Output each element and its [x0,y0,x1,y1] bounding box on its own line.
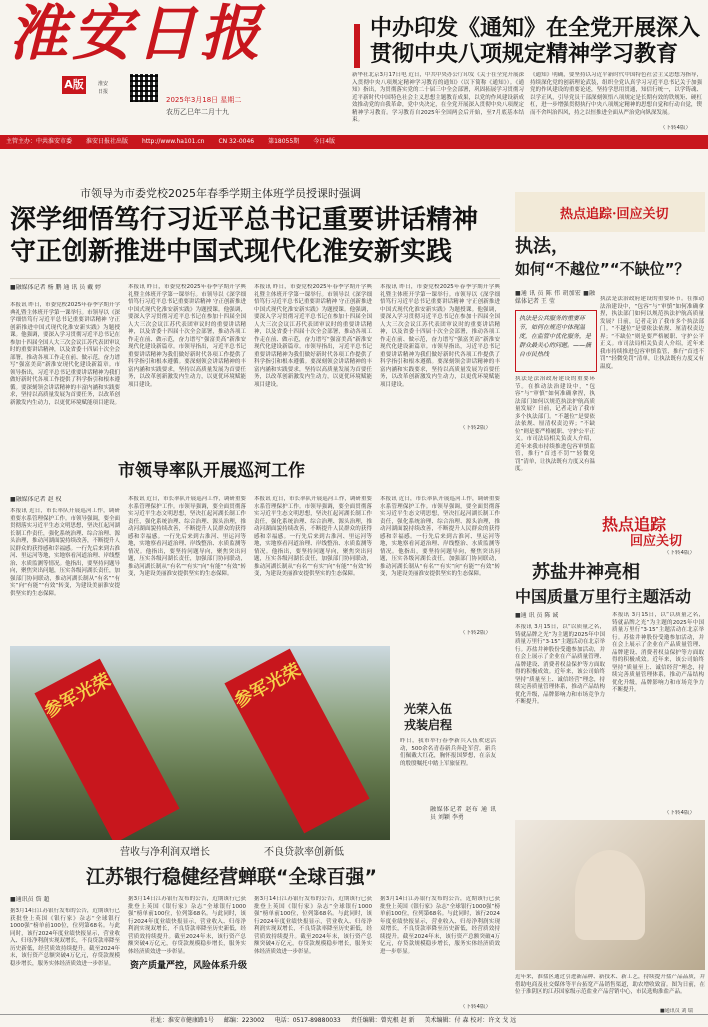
column-body-col1: 执法是法治政府建设的重要环节。在推动法治建设中，“包容”与“审慎”如何准确拿捏，执法部门如何以规范执法护航高质量发展？日前，记者走访了我市多个执法部门。“不越位”是要依法依规、厘清权责边界；“不缺位”则是要严格履职、守护公平正义。市司法局相关负责人介绍，近年来我市持续推进包容审慎监管，推行“首违不罚”“轻微免罚”清单，让执法既有力度又有温度。 [515,376,595,472]
photo-sash-2: 参军光荣 [224,649,369,834]
patrol-body-col1: 本报讯 近日，市长率队开展巡河工作，调研重要水系管理保护工作。市领导强调，要全面贯彻落实习近平生态文明思想，坚决扛起河湖长制工作责任，强化系统治理、综合治理、源头治理，推动河湖面貌持续改善，不断提升人民群众的获得感和幸福感。一行先后来到古淮河、里运河等地，实地察看河道治理、岸线整治、水质监测等情况。他指出，要坚持问题导向，聚焦突出问题，压实各级河湖长责任，加强部门协同联动，推动河湖长制从“有名”“有实”向“有能”“有效”转变，为建设美丽淮安提供坚实的生态保障。 [10,508,120,597]
edition-badge: A版 [62,76,86,94]
recruits-photo [10,646,390,840]
brand-photo-caption: 近年来，淮盐区通过引进新品种、新技术、新工艺，持续提升盐产品品质，并借助电商及社交媒体等平台拓宽产品销售渠道，助农增收致富。图为日前，在位于淮阴区的江苏国家级示范盐业产品营销中心，市民选购淮盐产品。 [515,974,705,995]
patrol-byline: ■融媒体记者 赵 权 [10,496,62,503]
patrol-title: 市领导率队开展巡河工作 [118,461,305,481]
brand-title-2: 中国质量万里行主题活动 [515,587,692,606]
lead-title-1: 中办印发《通知》在全党开展深入 [370,16,701,41]
photo-credit: 融媒体记者 赵布 通 讯 员 刘颖 李勇 [430,806,496,821]
strip-pages: 今日4版 [313,138,336,145]
bank-kicker-1: 营收与净利润双增长 [120,847,210,858]
strip-issn: CN 32-0046 [218,138,255,145]
brand-byline: ■通 讯 员 陈 诚 [515,612,559,619]
lead-accent-bar [354,24,360,68]
patrol-body-col2: 本报讯 近日，市长率队开展巡河工作，调研重要水系管理保护工作。市领导强调，要全面贯彻落实习近平生态文明思想，坚决扛起河湖长制工作责任，强化系统治理、综合治理、源头治理，推动河湖面貌持续改善，不断提升人民群众的获得感和幸福感。一行先后来到古淮河、里运河等地，实地察看河道治理、岸线整治、水质监测等情况。他指出，要坚持问题导向，聚焦突出问题，压实各级河湖长责任，加强部门协同联动，推动河湖长制从“有名”“有实”向“有能”“有效”转变，为建设美丽淮安提供坚实的生态保障。 [128,496,246,577]
lunar-date: 农历乙巳年二月十九 [166,108,229,116]
patrol-body-col4: 本报讯 近日，市长率队开展巡河工作，调研重要水系管理保护工作。市领导强调，要全面贯彻落实习近平生态文明思想，坚决扛起河湖长制工作责任，强化系统治理、综合治理、源头治理，推动河湖面貌持续改善，不断提升人民群众的获得感和幸福感。一行先后来到古淮河、里运河等地，实地察看河道治理、岸线整治、水质监测等情况。他指出，要坚持问题导向，聚焦突出问题，压实各级河湖长责任，加强部门协同联动，推动河湖长制从“有名”“有实”向“有能”“有效”转变，为建设美丽淮安提供坚实的生态保障。 [380,496,500,577]
main-body-col4: 本报讯 昨日，市委党校2025年春季学期开学典礼暨主体班开学第一课举行。市领导以《深学细悟笃行习近平总书记重要讲话精神 守正创新推进中国式现代化淮安新实践》为题授课。他强调，要深入学习贯彻习近平总书记在参加十四届全国人大三次会议江苏代表团审议时的重要讲话精神，以及省委十四届十次全会部署，推动各项工作走在前、做示范，奋力谱写“强富美高”新淮安现代化建设新篇章。市领导指出，习近平总书记重要讲话精神为我们做好新时代各项工作提供了科学指引和根本遵循。要深刻领会讲话精神的丰富内涵和实践要求，坚持以高质量发展为首要任务，以改革创新激发内生动力，以更优环境赋能项目建设。 [380,284,500,388]
main-more[interactable]: （下转2版） [460,425,491,431]
column-quote-box [515,310,597,372]
column-quote: 执法是公共服务的重要环节，如何在规范中体现温度，在监管中优化服务，是群众最关心的问题。——摘自市民热线 [519,315,592,358]
main-byline: ■融媒体记者 杨 鹏 通 讯 员 戴 婷 [10,284,102,291]
main-body-col3: 本报讯 昨日，市委党校2025年春季学期开学典礼暨主体班开学第一课举行。市领导以《深学细悟笃行习近平总书记重要讲话精神 守正创新推进中国式现代化淮安新实践》为题授课。他强调，要深入学习贯彻习近平总书记在参加十四届全国人大三次会议江苏代表团审议时的重要讲话精神，以及省委十四届十次全会部署，推动各项工作走在前、做示范，奋力谱写“强富美高”新淮安现代化建设新篇章。市领导指出，习近平总书记重要讲话精神为我们做好新时代各项工作提供了科学指引和根本遵循。要深刻领会讲话精神的丰富内涵和实践要求，坚持以高质量发展为首要任务，以改革创新激发内生动力，以更优环境赋能项目建设。 [254,284,372,388]
masthead-title: 淮安日报 [8,0,264,69]
bank-title: 江苏银行稳健经营蝉联“全球百强” [86,866,377,888]
photo-figure [575,850,645,940]
lead-more[interactable]: （下转4版） [660,125,691,131]
info-strip [0,135,708,149]
footer-address: 社址：淮安市健康路1号 [150,1017,214,1024]
brand-more[interactable]: （下转4版） [664,810,695,816]
footer-phone: 电话：0517-89880033 [274,1017,341,1024]
column-more[interactable]: （下转4版） [664,550,695,556]
lead-body-left: 新华社北京3月17日电 近日，中共中央办公厅印发《关于在全党开展深入贯彻中央八项规定精神学习教育的通知》（以下简称《通知》）。《通知》指出，为贯彻落实党的二十届三中全会部署，巩固拓展学习贯彻习近平新时代中国特色社会主义思想主题教育成果，以党的作风建设新成效推动党的自我革命，党中央决定，在全党开展深入贯彻中央八项规定精神学习教育。学习教育自2025年全国两会后开始，至7月底基本结束。 [352,72,524,123]
qr-code-icon[interactable] [130,74,158,102]
photo-caption-title-1: 光荣入伍 [404,702,453,716]
main-body-col2: 本报讯 昨日，市委党校2025年春季学期开学典礼暨主体班开学第一课举行。市领导以《深学细悟笃行习近平总书记重要讲话精神 守正创新推进中国式现代化淮安新实践》为题授课。他强调，要深入学习贯彻习近平总书记在参加十四届全国人大三次会议江苏代表团审议时的重要讲话精神，以及省委十四届十次全会部署，推动各项工作走在前、做示范，奋力谱写“强富美高”新淮安现代化建设新篇章。市领导指出，习近平总书记重要讲话精神为我们做好新时代各项工作提供了科学指引和根本遵循。要深刻领会讲话精神的丰富内涵和实践要求，坚持以高质量发展为首要任务，以改革创新激发内生动力，以更优环境赋能项目建设。 [128,284,246,388]
column-banner: 热点追踪·回应关切 [560,207,669,222]
main-body-col1: 本报讯 昨日，市委党校2025年春季学期开学典礼暨主体班开学第一课举行。市领导以《深学细悟笃行习近平总书记重要讲话精神 守正创新推进中国式现代化淮安新实践》为题授课。他强调，要深入学习贯彻习近平总书记在参加十四届全国人大三次会议江苏代表团审议时的重要讲话精神，以及省委十四届十次全会部署，推动各项工作走在前、做示范，奋力谱写“强富美高”新淮安现代化建设新篇章。市领导指出，习近平总书记重要讲话精神为我们做好新时代各项工作提供了科学指引和根本遵循。要深刻领会讲话精神的丰富内涵和实践要求，坚持以高质量发展为首要任务，以改革创新激发内生动力，以更优环境赋能项目建设。 [10,302,120,406]
main-title-2: 守正创新推进中国式现代化淮安新实践 [10,237,453,267]
salt-products-photo [515,820,705,970]
lead-title-2: 贯彻中央八项规定精神学习教育 [370,42,679,67]
strip-sponsor: 主管主办：中共淮安市委 [6,138,73,145]
divider [10,278,500,279]
column-bylines: ■通 讯 员 陈 伟 胡加宏 ■融媒体记者 王 莹 [515,290,595,305]
footer-editor: 责任编辑：曾宪根 赵 新 [350,1017,415,1024]
main-kicker: 市领导为市委党校2025年春季学期主体班学员授课时强调 [80,187,361,200]
date-line: 2025年3月18日 星期二 [166,96,242,104]
strip-publisher: 淮安日报社出版 [86,138,129,145]
bank-subhead: 资产质量严控，风险体系升级 [130,961,248,971]
brand-photo-credit: ■通讯员 刘 瑞 [660,1008,693,1014]
column-title-2: 如何“不越位”“不缺位”？ [515,260,690,278]
footer-designer: 美术编辑：付 森 校对：许文 戈 远 [424,1017,517,1024]
column-body-col2: 执法是法治政府建设的重要环节。在推动法治建设中，“包容”与“审慎”如何准确拿捏，执法部门如何以规范执法护航高质量发展？日前，记者走访了我市多个执法部门。“不越位”是要依法依规、厘清权责边界；“不缺位”则是要严格履职、守护公平正义。市司法局相关负责人介绍，近年来我市持续推进包容审慎监管，推行“首违不罚”“轻微免罚”清单，让执法既有力度又有温度。 [600,296,704,370]
bank-body-col1: 据3月14日江苏银行发布的公告，近期该行已获批登上英国《银行家》杂志“全球银行1000强”榜单前100位，位列第68名。与此同时，该行2024年度业绩快报显示，营业收入、归母净利润实现双增长，不良贷款率降至历史新低，经营质效持续提升。截至2024年末，该行资产总额突破4万亿元，存贷款规模稳步增长，服务实体经济质效进一步彰显。 [10,908,120,967]
bank-kicker-2: 不良贷款率创新低 [264,847,344,858]
lead-body-right: 《通知》明确，要坚持以习近平新时代中国特色社会主义思想为指导，持续深化党的创新理论武装，组织全党认真学习习近平总书记关于加强党的作风建设的重要论述，坚持学思用贯通，知信行统一，以学铸魂、以学正风，引导党员干部深刻领悟八项规定是长期有效的铁规矩、硬杠杠，进一步增强贯彻执行中央八项规定精神的思想自觉和行动自觉，锲而不舍纠治四风，持之以恒推进全面从严治党向纵深发展。 [530,72,702,116]
main-title-1: 深学细悟笃行习近平总书记重要讲话精神 [10,205,479,235]
strip-url[interactable]: http://www.ha101.cn [142,138,205,145]
brand-title-1: 苏盐井神亮相 [532,562,640,583]
footer [0,1014,708,1027]
strip-issue: 第18055期 [268,138,300,145]
footer-postcode: 邮编：223002 [223,1017,265,1024]
patrol-body-col3: 本报讯 近日，市长率队开展巡河工作，调研重要水系管理保护工作。市领导强调，要全面贯彻落实习近平生态文明思想，坚决扛起河湖长制工作责任，强化系统治理、综合治理、源头治理，推动河湖面貌持续改善，不断提升人民群众的获得感和幸福感。一行先后来到古淮河、里运河等地，实地察看河道治理、岸线整治、水质监测等情况。他指出，要坚持问题导向，聚焦突出问题，压实各级河湖长责任，加强部门协同联动，推动河湖长制从“有名”“有实”向“有能”“有效”转变，为建设美丽淮安提供坚实的生态保障。 [254,496,372,577]
masthead-note: 淮安 日报 [98,81,109,95]
bank-body-col3: 据3月14日江苏银行发布的公告，近期该行已获批登上英国《银行家》杂志“全球银行1000强”榜单前100位，位列第68名。与此同时，该行2024年度业绩快报显示，营业收入、归母净利润实现双增长，不良贷款率降至历史新低，经营质效持续提升。截至2024年末，该行资产总额突破4万亿元，存贷款规模稳步增长，服务实体经济质效进一步彰显。 [254,896,372,955]
column-sticker-1: 热点追踪 [602,515,667,534]
column-title-1: 执法， [515,236,569,257]
patrol-more[interactable]: （下转2版） [460,630,491,636]
bank-byline: ■通讯员 詹 超 [10,896,50,903]
photo-sash-1: 参军光荣 [34,659,179,840]
bank-body-col4: 据3月14日江苏银行发布的公告，近期该行已获批登上英国《银行家》杂志“全球银行1000强”榜单前100位，位列第68名。与此同时，该行2024年度业绩快报显示，营业收入、归母净利润实现双增长，不良贷款率降至历史新低，经营质效持续提升。截至2024年末，该行资产总额突破4万亿元，存贷款规模稳步增长，服务实体经济质效进一步彰显。 [380,896,500,955]
bank-body-col2: 据3月14日江苏银行发布的公告，近期该行已获批登上英国《银行家》杂志“全球银行1000强”榜单前100位，位列第68名。与此同时，该行2024年度业绩快报显示，营业收入、归母净利润实现双增长，不良贷款率降至历史新低，经营质效持续提升。截至2024年末，该行资产总额突破4万亿元，存贷款规模稳步增长，服务实体经济质效进一步彰显。 [128,896,246,955]
brand-body-col2: 本报讯 3月15日，以“以质量之名，铸就品牌之光”为主题的2025年中国质量万里行“3·15”主题活动在北京举行。苏盐井神股份受邀参加活动，并在会上展示了企业在产品质量管理、品牌建设、消费者权益保护等方面取得的积极成效。近年来，该公司始终坚持“质量至上、诚信经营”理念，持续完善质量管理体系，推动产品结构优化升级，品牌影响力和市场竞争力不断提升。 [612,612,704,693]
photo-caption: 昨日，我市举行春季新兵入伍欢送活动，500余名青春新兵奔赴军营。新兵们佩戴大红花，胸怀报国梦想，在亲友的殷殷嘱托中踏上军旅征程。 [400,738,496,767]
column-sticker-2: 回应关切 [630,534,683,549]
brand-body-col1: 本报讯 3月15日，以“以质量之名，铸就品牌之光”为主题的2025年中国质量万里行“3·15”主题活动在北京举行。苏盐井神股份受邀参加活动，并在会上展示了企业在产品质量管理、品牌建设、消费者权益保护等方面取得的积极成效。近年来，该公司始终坚持“质量至上、诚信经营”理念，持续完善质量管理体系，推动产品结构优化升级，品牌影响力和市场竞争力不断提升。 [515,624,605,705]
bank-more[interactable]: （下转4版） [460,1004,491,1010]
photo-caption-title-2: 戎装启程 [404,718,453,732]
